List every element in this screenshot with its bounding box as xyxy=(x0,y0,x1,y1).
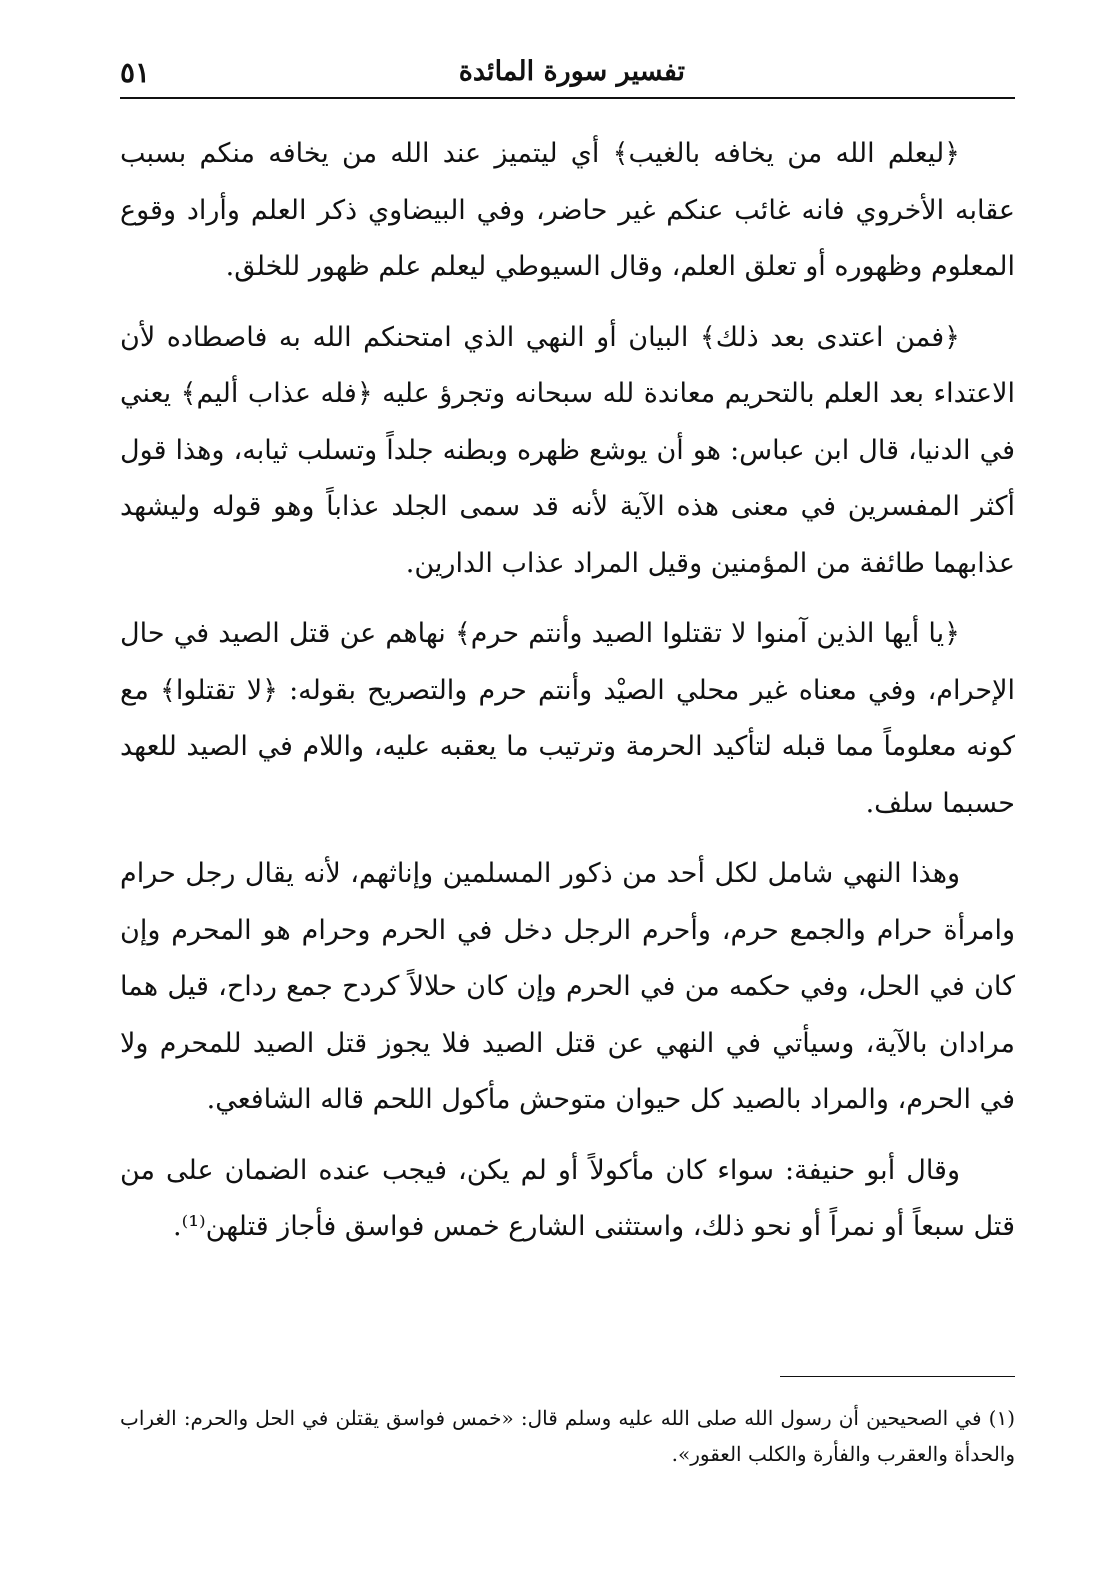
paragraph: ﴿يا أيها الذين آمنوا لا تقتلوا الصيد وأنتم حرم﴾ نهاهم عن قتل الصيد في حال الإحرام، وفي معناه غير محلي الصيْد وأنتم حرم والتصريح بقوله: ﴿لا تقتلوا﴾ مع كونه معلوماً مما قبله لتأكيد الحرمة وترتيب ما يعقبه عليه، واللام في الصيد للعهد حسبما سلف. xyxy=(120,618,1015,819)
footnote-rule xyxy=(780,1376,1015,1377)
footnote-text: (١) في الصحيحين أن رسول الله صلى الله عليه وسلم قال: «خمس فواسق يقتلن في الحل والحرم: الغراب والحدأة والعقرب والفأرة والكلب العقور». xyxy=(120,1406,1015,1466)
running-title: تفسير سورة المائدة xyxy=(458,56,685,87)
body-text xyxy=(120,126,1015,1270)
page-number: ٥١ xyxy=(120,56,151,89)
footnote xyxy=(120,1400,1015,1472)
header-rule xyxy=(120,97,1015,99)
paragraph: وقال أبو حنيفة: سواء كان مأكولاً أو لم يكن، فيجب عنده الضمان على من قتل سبعاً أو نمراً أو نحو ذلك، واستثنى الشارع خمس فواسق فأجاز قتلهن⁽¹⁾. xyxy=(120,1154,1015,1242)
paragraph: ﴿فمن اعتدى بعد ذلك﴾ البيان أو النهي الذي امتحنكم الله به فاصطاده لأن الاعتداء بعد العلم بالتحريم معاندة لله سبحانه وتجرؤ عليه ﴿فله عذاب أليم﴾ يعني في الدنيا، قال ابن عباس: هو أن يوشع ظهره وبطنه جلداً وتسلب ثيابه، وهذا قول أكثر المفسرين في معنى هذه الآية لأنه قد سمى الجلد عذاباً وهو قوله وليشهد عذابهما طائفة من المؤمنين وقيل المراد عذاب الدارين. xyxy=(120,321,1015,579)
paragraph: ﴿ليعلم الله من يخافه بالغيب﴾ أي ليتميز عند الله من يخافه منكم بسبب عقابه الأخروي فانه غائب عنكم غير حاضر، وفي البيضاوي ذكر العلم وأراد وقوع المعلوم وظهوره أو تعلق العلم، وقال السيوطي ليعلم علم ظهور للخلق. xyxy=(120,138,1015,282)
running-header xyxy=(120,52,1015,96)
paragraph: وهذا النهي شامل لكل أحد من ذكور المسلمين وإناثهم، لأنه يقال رجل حرام وامرأة حرام والجمع حرم، وأحرم الرجل دخل في الحرم وحرام هو المحرم وإن كان في الحل، وفي حكمه من في الحرم وإن كان حلالاً كردح جمع رداح، قيل هما مرادان بالآية، وسيأتي في النهي عن قتل الصيد فلا يجوز قتل الصيد للمحرم ولا في الحرم، والمراد بالصيد كل حيوان متوحش مأكول اللحم قاله الشافعي. xyxy=(120,858,1015,1115)
